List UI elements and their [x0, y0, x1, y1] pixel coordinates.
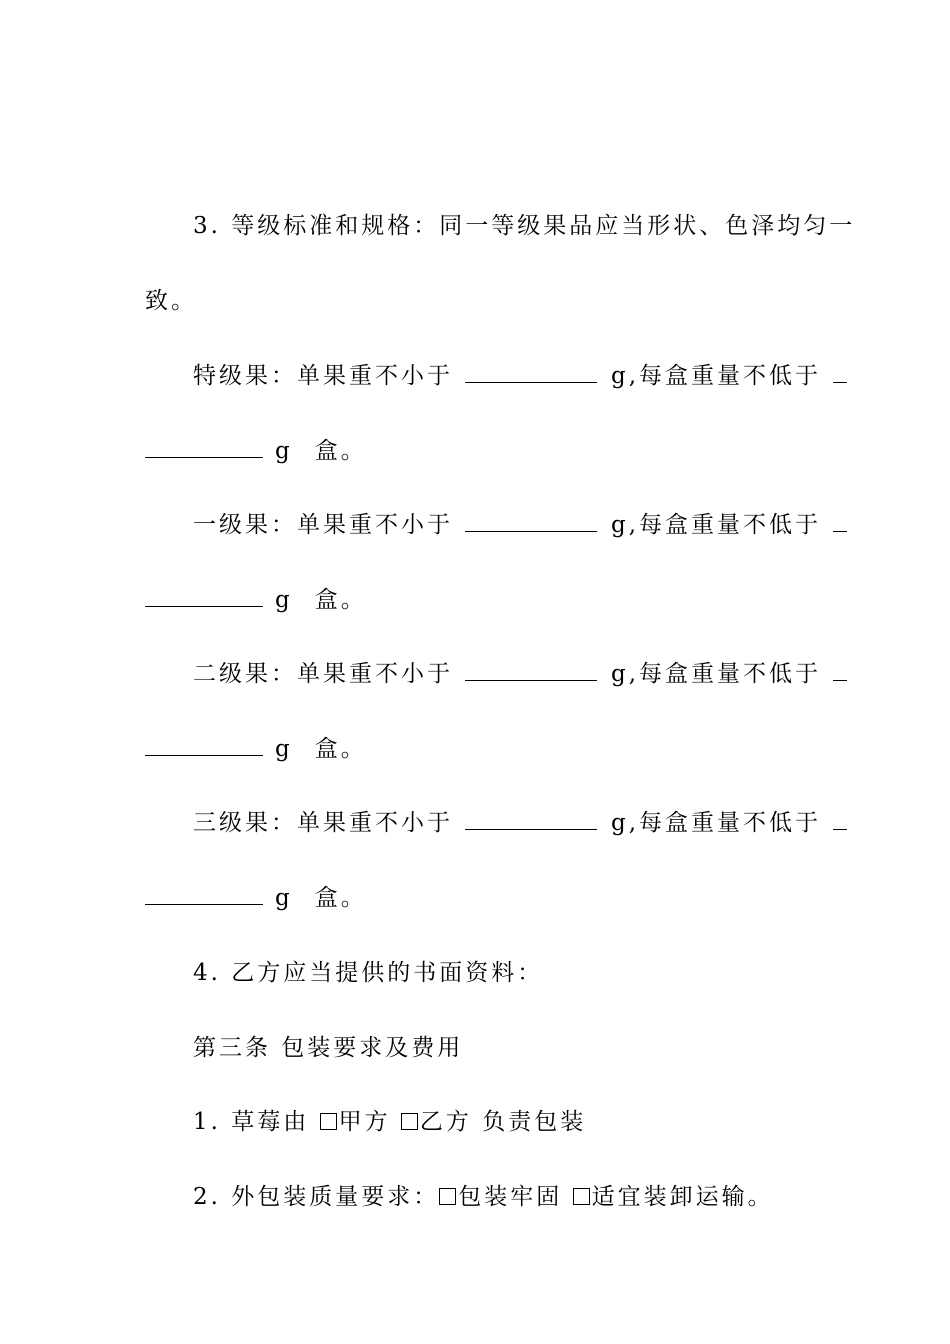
grade-label: 特级果：单果重不小于: [193, 363, 453, 389]
grade-third-line2: [145, 884, 367, 912]
party-b-label: 乙方: [419, 1109, 472, 1135]
grade-first-line: [193, 511, 847, 539]
single-weight-blank[interactable]: [465, 362, 597, 383]
party-a-checkbox[interactable]: [320, 1113, 337, 1130]
single-weight-blank[interactable]: [465, 809, 597, 830]
grade-unit: g: [275, 587, 293, 613]
section3-line1: 3. 等级标准和规格：同一等级果品应当形状、色泽均匀一: [193, 213, 856, 239]
box-weight-blank[interactable]: [145, 735, 263, 756]
grade-tail: 盒。: [314, 885, 367, 911]
grade-label: 二级果：单果重不小于: [193, 661, 453, 687]
grade-unit: g: [275, 736, 293, 762]
sturdy-packaging-label: 包装牢固: [458, 1184, 563, 1210]
grade-first-line2: [145, 586, 367, 614]
grade-tail: 盒。: [314, 438, 367, 464]
single-weight-blank[interactable]: [465, 511, 597, 532]
article3-heading: 第三条 包装要求及费用: [193, 1035, 464, 1061]
pack2-line: [193, 1183, 774, 1211]
grade-special-line2: [145, 437, 367, 465]
grade-second-line2: [145, 735, 367, 763]
box-weight-blank[interactable]: [145, 884, 263, 905]
pack1-prefix: 1. 草莓由: [193, 1109, 310, 1135]
pack1-line: [193, 1108, 586, 1136]
box-weight-blank-start[interactable]: [833, 660, 847, 681]
grade-unit: g: [275, 438, 293, 464]
pack2-prefix: 2. 外包装质量要求：: [193, 1184, 440, 1210]
grade-special-line: [193, 362, 847, 390]
sturdy-packaging-checkbox[interactable]: [439, 1188, 456, 1205]
transport-suitable-label: 适宜装卸运输。: [591, 1184, 774, 1210]
pack1-suffix: 负责包装: [482, 1109, 587, 1135]
grade-tail: 盒。: [314, 736, 367, 762]
box-weight-blank-start[interactable]: [833, 809, 847, 830]
grade-mid: g,每盒重量不低于: [611, 810, 822, 836]
grade-label: 一级果：单果重不小于: [193, 512, 453, 538]
grade-unit: g: [275, 885, 293, 911]
grade-mid: g,每盒重量不低于: [611, 363, 822, 389]
box-weight-blank[interactable]: [145, 437, 263, 458]
grade-second-line: [193, 660, 847, 688]
grade-third-line: [193, 809, 847, 837]
transport-suitable-checkbox[interactable]: [573, 1188, 590, 1205]
section4-line: 4. 乙方应当提供的书面资料：: [193, 960, 544, 986]
grade-label: 三级果：单果重不小于: [193, 810, 453, 836]
single-weight-blank[interactable]: [465, 660, 597, 681]
box-weight-blank-start[interactable]: [833, 362, 847, 383]
box-weight-blank-start[interactable]: [833, 511, 847, 532]
grade-tail: 盒。: [314, 587, 367, 613]
section3-line2: 致。: [145, 288, 197, 314]
party-b-checkbox[interactable]: [401, 1113, 418, 1130]
grade-mid: g,每盒重量不低于: [611, 512, 822, 538]
party-a-label: 甲方: [338, 1109, 391, 1135]
grade-mid: g,每盒重量不低于: [611, 661, 822, 687]
box-weight-blank[interactable]: [145, 586, 263, 607]
